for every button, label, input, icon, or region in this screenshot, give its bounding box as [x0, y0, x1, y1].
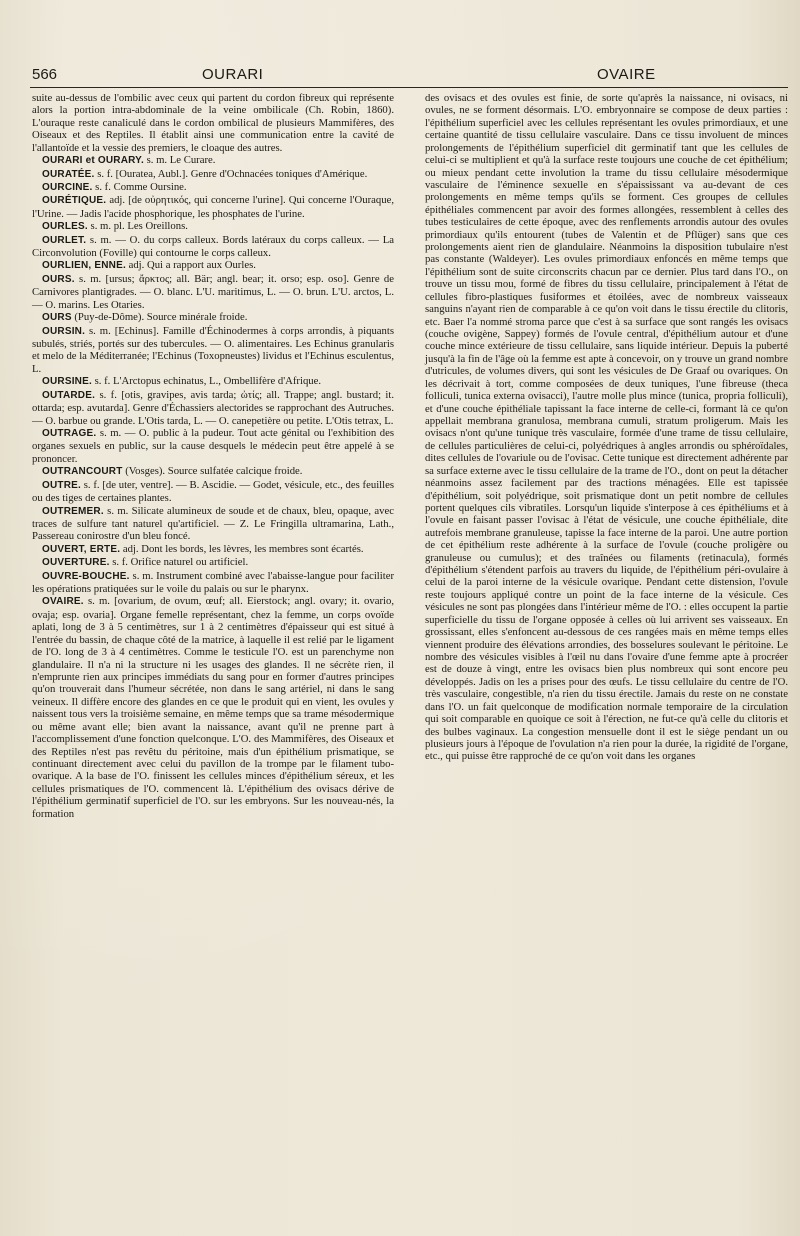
- entry-text: s. f. [de uter, ventre]. — B. Ascidie. — Godet, vésicule, etc., des feuilles ou des tiges de certaines plantes.: [32, 478, 395, 505]
- dictionary-entry: [32, 505, 394, 543]
- entry-text: suite au-dessus de l'ombilic avec ceux qui partent du cordon fibreux qui représente alors la portion intra-abdominale de la veine ombilicale (Ch. Robin, 1860). L'ouraque reste canaliculé dans le cordon ombilical de plusieurs Mammifères, des Oiseaux et des Reptiles. Il établit ainsi une communication entre la cavité de l'allantoïde et la vessie des premiers, le cloaque des autres.: [32, 92, 394, 154]
- dictionary-entry: [32, 556, 394, 569]
- entry-text: s. m. — O. du corps calleux. Bords latéraux du corps calleux. — La Circonvolution (Foville) qui contourne le corps calleux.: [32, 233, 394, 260]
- dictionary-entry: [32, 154, 394, 167]
- right-column: [425, 92, 788, 763]
- left-running-head: OURARI: [202, 66, 264, 83]
- entry-headword: OURÉTIQUE.: [42, 195, 107, 207]
- continued-text: [425, 92, 788, 763]
- entry-text: des ovisacs et des ovules est finie, de sorte qu'après la naissance, ni ovisacs, ni ovules, ne se forment désormais. L'O. embryonnaire se compose de deux parties : l'épithélium superficiel avec les cellules représentant les ovules primordiaux, et une certaine quantité de tissu cellulaire vasculaire. Dans ce tissu involuent de minces prolongements de l'épithélium superficiel dit germinatif tant que les cellules de celui-ci se multiplient et qu'à la surface reste toujours une couche de cet épithélium; ou mieux pendant cette involution la trame du tissu cellulaire mésodermique vasculaire de l'éminence sexuelle en s'épaississant va au-devant de ces prolongements en même temps qu'ils se forment. Ces groupes de cellules épithéliales commencent par avoir des formes allongées, ressemblent à celles des tubes testiculaires de cette époque, avec des renflements arrondis autour des ovules primordiaux qu'ils entourent (tubes de Valentin et de Pflüger) sans que ces prolongements aient rien de glandulaire. Néanmoins la disposition tubulaire n'est pas constante (Waldeyer). Les ovules primordiaux enfoncés en même temps que l'épithélium sont de suite circonscrits chacun par ce dernier. Plus tard dans l'O., on trouve un tissu mou, formé de fibres du tissu cellulaire, principalement à l'état de cellules fibro-plastiques fusiformes et étoilées, avec de nombreux vaisseaux sanguins n'ayant rien de comparable à ce qu'on voit dans le tissu érectile du clitoris, etc. Baer l'a nommé stroma parce que c'est à sa surface que sont rangés les ovisacs (couche ovigène, Sappey) formés de l'ovule central, d'épithélium autour et d'une couche mince extérieure de tissu cellulaire, sans liquide intérieur. Depuis la puberté jusqu'à la fin de l'âge où la femme est apte à concevoir, on y trouve un grand nombre d'utricules, de volumes divers, qui sont les vésicules de De Graaf ou ovariques. On les décrivait à tort, comme composées de deux tuniques, l'une fibreuse (theca folliculi, tunica externa ovisacci), l'autre molle plus mince (tunica, propria folliculi), et d'une couche épithéliale tapissant la face interne de celle-ci, formant là ce qu'on appellait membrana granulosa, membrana cumuli, stratum proligerum. Mais les ovisacs n'ont qu'une tunique très vasculaire, formée d'une trame de tissu cellulaire, de cellules particulières de celui-ci, polyédriques à angles arrondis ou sphéroïdales, dites cellules de l'ovariule ou de l'ovisac. Cette tunique est directement adhérente par sa surface externe avec le tissu cellulaire de la trame de l'O., dont on peut la détacher néanmoins assez facilement par des tractions ménagées. Elle est tapissée d'épithélium, soit polyédrique, soit prismatique dont un petit nombre de cellules portent quelques cils vibratiles. Lorsqu'un liquide s'interpose à ces épithéliums et à l'ovule en faisant passer l'ovisac à l'état de vésicule, une couche épithéliale, dite autrefois membrane granuleuse, tapisse la face interne de la paroi. Une autre portion de cet épithélium reste adhérente à la surface de l'ovule (couche proligère ou granuleuse ou cumulus); et des traînées ou filaments (retinacula), formés d'épithélium s'étendent parfois au travers du liquide, de l'épithélium péri-ovulaire à celui de la paroi interne de la vésicule ovarique. Pendant cette distension, l'ovule reste toujours appliqué contre un point de la face interne de la vésicule. Ces vésicules ne sont pas plongées dans l'intérieur même de l'O. : elles occupent la partie superficielle du tissu de l'organe opposée à celles où lui arrivent ses vaisseaux. En grossissant, elles s'enfoncent au-dessous de ces rangées mais en même temps elles viennent produire des élévations arrondies, des bosselures soulevant le péritoine. Le nombre des vésicules visibles à l'œil nu dans l'ovaire d'une femme apte à procréer est de douze à vingt, entre les ovisacs bien plus nombreux qui sont encore peu développés. Jadis on les a prises pour des œufs. Le tissu cellulaire du centre de l'O. très vasculaire, congestible, n'a rien du tissu érectile. Jamais du reste on ne constate dans l'O. un fait quelconque de modification normale temporaire de la circulation qui soit comparable en quoique ce soit à l'érection, ne fut-ce qu'à celle du clitoris et des bulbes vaginaux. La congestion mensuelle dont il est le siège pendant un ou plusieurs jours à l'époque de l'ovulation n'a rien pour la durée, la rigidité de l'organe, etc., qui puisse être rapproché de ce qu'on voit dans les organes: [425, 92, 788, 763]
- entry-text: s. f. Orifice naturel ou artificiel.: [112, 556, 249, 569]
- dictionary-entry: [32, 273, 394, 311]
- entry-text: (Vosges). Source sulfatée calcique froide.: [125, 465, 303, 478]
- dictionary-entry: [32, 168, 394, 181]
- dictionary-entry: [32, 220, 394, 233]
- entry-headword: OUTRE.: [42, 479, 81, 491]
- entry-headword: OUTARDE.: [42, 389, 96, 401]
- continued-text: [32, 92, 394, 154]
- entry-text: s. m. Silicate alumineux de soude et de chaux, bleu, opaque, avec traces de sulfure tant naturel qu'artificiel. — Z. Le Fringilla ultramarina, Lath., Passereau conirostre d'un bleu foncé.: [32, 504, 394, 543]
- entry-text: s. f. [Ouratea, Aubl.]. Genre d'Ochnacées toniques d'Amérique.: [97, 167, 368, 180]
- dictionary-entry: [32, 479, 394, 505]
- entry-headword: OUTRAGE.: [42, 427, 97, 439]
- entry-headword: OURSIN.: [42, 325, 86, 337]
- entry-headword: OURLES.: [42, 221, 88, 233]
- entry-headword: OUTREMER.: [42, 505, 104, 517]
- entry-headword: OURSINE.: [42, 376, 92, 388]
- entry-text: s. f. [otis, gravipes, avis tarda; ὠτίς; all. Trappe; angl. bustard; it. ottarda; esp. avutarda]. Genre d'Échassiers alectorides se rapprochant des Autruches. — O. barbue ou grande. L'Otis tarda, L. — O. canepetière ou petite. L'Otis tetrax, L.: [32, 388, 394, 427]
- entry-text: s. m. — O. public à la pudeur. Tout acte génital ou l'exhibition des organes sexuels en public, sur la cause desquels le médecin peut être appelé à se prononcer.: [32, 426, 394, 465]
- entry-text: s. m. pl. Les Oreillons.: [90, 220, 188, 233]
- dictionary-entry: [32, 375, 394, 388]
- dictionary-entry: [32, 181, 394, 194]
- dictionary-entry: [32, 465, 394, 478]
- entry-headword: OUVRE-BOUCHE.: [42, 570, 130, 582]
- entry-headword: OUVERTURE.: [42, 557, 110, 569]
- entry-headword: OURS.: [42, 273, 75, 285]
- dictionary-entry: [32, 259, 394, 272]
- dictionary-entry: [32, 389, 394, 427]
- entry-text: s. m. Le Curare.: [146, 154, 216, 167]
- entry-text: s. m. [ovarium, de ovum, œuf; all. Eierstock; angl. ovary; it. ovario, ovaja; esp. ovaria]. Organe femelle représentant, chez la femme, un corps ovoïde aplati, long de 3 à 5 centimètres, sur 1 à 2 centimètres d'épaisseur qui est situé à l'entrée du bassin, de chaque côté de la matrice, à laquelle il est relié par le ligament de l'O. long de 3 à 4 centimètres. Comme le testicule l'O. est un parenchyme non glandulaire. Il n'a ni la structure ni les usages des glandes. Il ne sécrète rien, il n'emprunte rien aux principes immédiats du sang pour en former d'autres principes qu'on trouverait dans l'humeur sécrétée, non dans le sang artériel, ni dans le sang veineux. Il diffère encore des glandes en ce que le produit qui en vient, les ovules y naissent tous vers la troisième semaine, en même temps que sa trame mésodermique ou même avant elle; bien avant la naissance, avant qu'il ne prenne part à l'accomplissement d'une fonction quelconque. L'O. des Mammifères, des Oiseaux et des Reptiles n'est pas revêtu du péritoine, mais d'un épithélium prismatique, se continuant directement avec celui du pavillon de la trompe par le filament tubo-ovarique. A la base de l'O. finissent les cellules minces d'épithélium séreux, et les cellules prismatiques de l'O. commencent là. L'épithélium des ovisacs dérive de l'épithélium germinatif superficiel de l'O. sur les embryons. Sur les nouveau-nés, la formation: [32, 595, 394, 820]
- left-column: [32, 92, 394, 820]
- dictionary-entry: [32, 427, 394, 465]
- dictionary-entry: [32, 543, 394, 556]
- entry-text: s. m. [Echinus]. Famille d'Échinodermes à corps arrondis, à piquants subulés, striés, portés sur des tubercules. — O. alimentaires. Les Echinus granularis et melo de la Méditerranée; l'Echinus (Toxopneustes) lividus et l'Echinus esculentus, L.: [32, 324, 395, 375]
- entry-text: s. m. [ursus; ἄρκτος; all. Bär; angl. bear; it. orso; esp. oso]. Genre de Carnivores plantigrades. — O. blanc. L'U. maritimus, L. — O. brun. L'U. arctos, L. — O. marins. Les Otaries.: [32, 272, 395, 311]
- entry-headword: OURARI et OURARY.: [42, 155, 144, 167]
- entry-text: s. f. Comme Oursine.: [95, 180, 187, 193]
- dictionary-entry: [32, 234, 394, 260]
- entry-headword: OUTRANCOURT: [42, 466, 123, 478]
- entry-text: adj. Dont les bords, les lèvres, les membres sont écartés.: [122, 542, 364, 555]
- page-number: 566: [32, 66, 58, 83]
- dictionary-entry: [32, 595, 394, 820]
- entry-headword: OUVERT, ERTE.: [42, 543, 121, 555]
- dictionary-entry: [32, 311, 394, 324]
- entry-headword: OURLIEN, ENNE.: [42, 260, 126, 272]
- entry-text: s. m. Instrument combiné avec l'abaisse-langue pour faciliter les opérations pratiquées sur le voile du palais ou sur le pharynx.: [32, 569, 395, 596]
- entry-headword: OVAIRE.: [42, 596, 84, 608]
- dictionary-entry: [32, 570, 394, 596]
- entry-headword: OURS: [42, 312, 72, 324]
- right-running-head: OVAIRE: [597, 66, 656, 83]
- entry-headword: OURLET.: [42, 234, 87, 246]
- entry-text: s. f. L'Arctopus echinatus, L., Ombellifère d'Afrique.: [94, 375, 322, 388]
- entry-headword: OURCINE.: [42, 181, 93, 193]
- entry-text: (Puy-de-Dôme). Source minérale froide.: [74, 311, 248, 324]
- page-header: [32, 66, 782, 88]
- entry-text: adj. Qui a rapport aux Ourles.: [128, 259, 256, 272]
- dictionary-entry: [32, 325, 394, 376]
- entry-headword: OURATÉE.: [42, 168, 95, 180]
- header-rule: [30, 87, 788, 88]
- entry-text: adj. [de οὐρητικός, qui concerne l'urine]. Qui concerne l'Ouraque, l'Urine. — Jadis l'acide phosphorique, les phosphates de l'urine.: [32, 194, 394, 220]
- dictionary-entry: [32, 194, 394, 220]
